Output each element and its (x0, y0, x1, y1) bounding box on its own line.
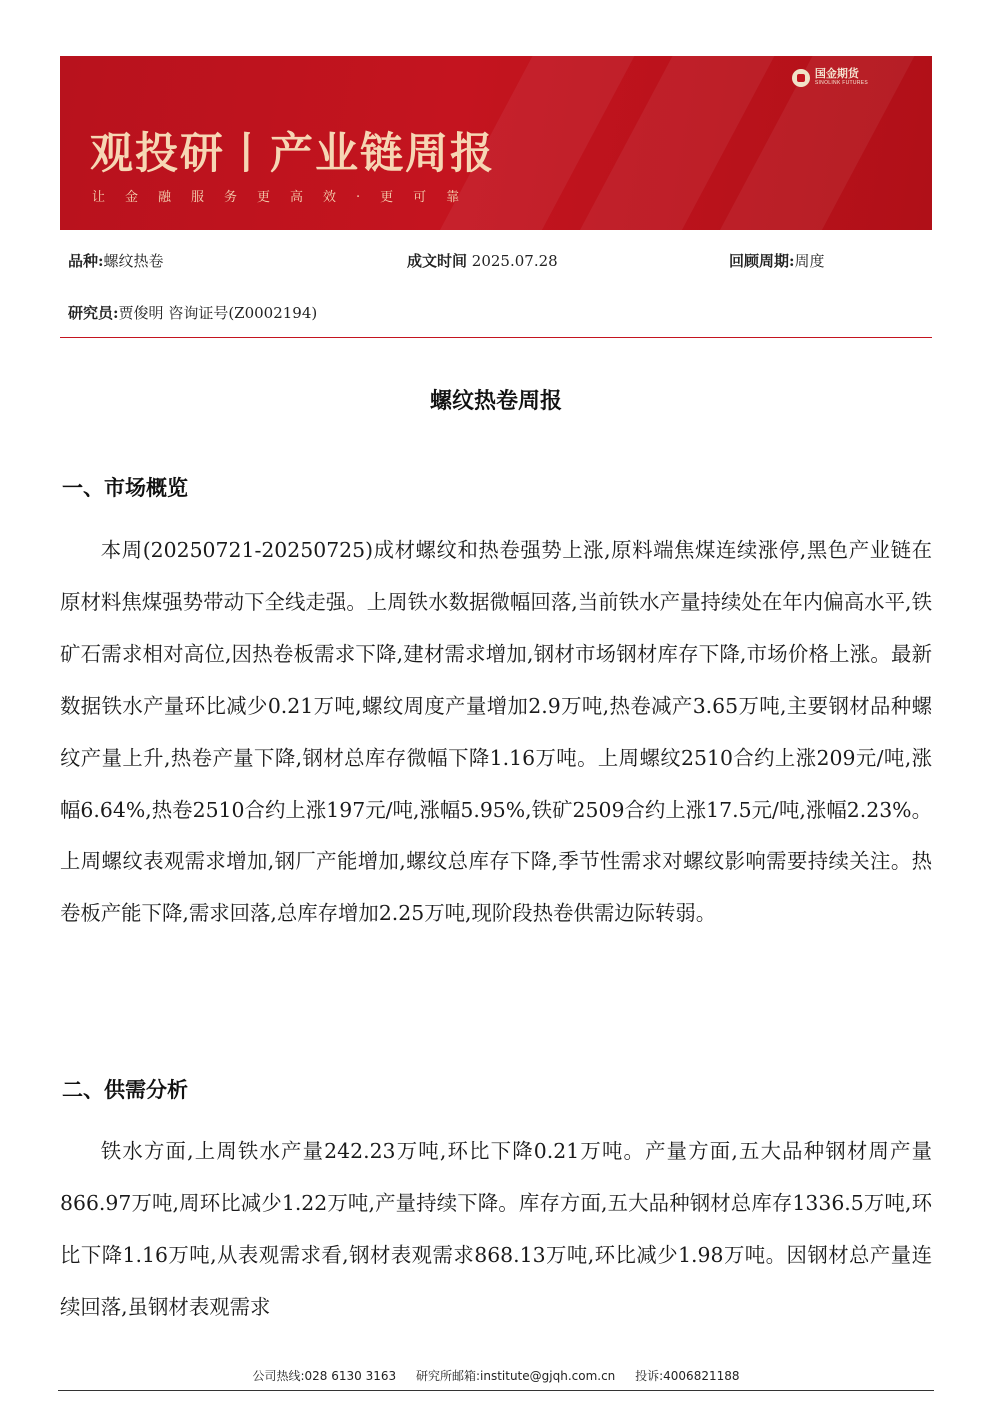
meta-researcher-label: 研究员: (68, 304, 119, 322)
meta-variety (68, 250, 164, 271)
meta-variety-label: 品种: (68, 252, 104, 270)
banner-title: 观投研丨产业链周报 (90, 129, 495, 179)
footer-hotline: 公司热线:028 6130 3163 (252, 1369, 397, 1383)
logo-icon (792, 69, 810, 87)
meta-researcher (68, 302, 317, 323)
footer-email: 研究所邮箱:institute@gjqh.com.cn (415, 1369, 616, 1383)
logo-name-en: SINOLINK FUTURES (814, 80, 868, 86)
meta-date-label: 成文时间 (407, 252, 468, 270)
footer-divider (58, 1390, 934, 1391)
banner-slogan: 让金融服务更高效·更可靠 (92, 190, 480, 205)
meta-period-value: 周度 (794, 252, 825, 270)
meta-variety-value: 螺纹热卷 (103, 252, 164, 270)
section-paragraph: 铁水方面,上周铁水产量242.23万吨,环比下降0.21万吨。产量方面,五大品种钢材周产量866.97万吨,周环比减少1.22万吨,产量持续下降。库存方面,五大品种钢材总库存1336.5万吨,环比下降1.16万吨,从表观需求看,钢材表观需求868.13万吨,环比减少1.98万吨。因钢材总产量连续回落,虽钢材表观需求 (60, 1139, 932, 1319)
section-heading: 一、市场概览 (62, 475, 188, 500)
meta-period (729, 250, 825, 271)
section-heading: 二、供需分析 (62, 1077, 188, 1102)
footer-complaint: 投诉:4006821188 (635, 1369, 740, 1383)
meta-period-label: 回顾周期: (729, 252, 795, 270)
page-footer (0, 1367, 992, 1384)
header-banner (60, 56, 932, 230)
meta-researcher-value: 贾俊明 咨询证号(Z0002194) (118, 304, 318, 322)
meta-date (407, 250, 558, 271)
company-logo (792, 68, 868, 87)
header-divider (60, 337, 932, 338)
document-title: 螺纹热卷周报 (429, 388, 562, 414)
logo-name-cn: 国金期货 (814, 67, 859, 80)
section-paragraph: 本周(20250721-20250725)成材螺纹和热卷强势上涨,原料端焦煤连续涨停,黑色产业链在原材料焦煤强势带动下全线走强。上周铁水数据微幅回落,当前铁水产量持续处在年内偏高水平,铁矿石需求相对高位,因热卷板需求下降,建材需求增加,钢材市场钢材库存下降,市场价格上涨。最新数据铁水产量环比减少0.21万吨,螺纹周度产量增加2.9万吨,热卷减产3.65万吨,主要钢材品种螺纹产量上升,热卷产量下降,钢材总库存微幅下降1.16万吨。上周螺纹2510合约上涨209元/吨,涨幅6.64%,热卷2510合约上涨197元/吨,涨幅5.95%,铁矿2509合约上涨17.5元/吨,涨幅2.23%。上周螺纹表观需求增加,钢厂产能增加,螺纹总库存下降,季节性需求对螺纹影响需要持续关注。热卷板产能下降,需求回落,总库存增加2.25万吨,现阶段热卷供需边际转弱。 (60, 538, 932, 926)
meta-date-value: 2025.07.28 (471, 252, 558, 270)
